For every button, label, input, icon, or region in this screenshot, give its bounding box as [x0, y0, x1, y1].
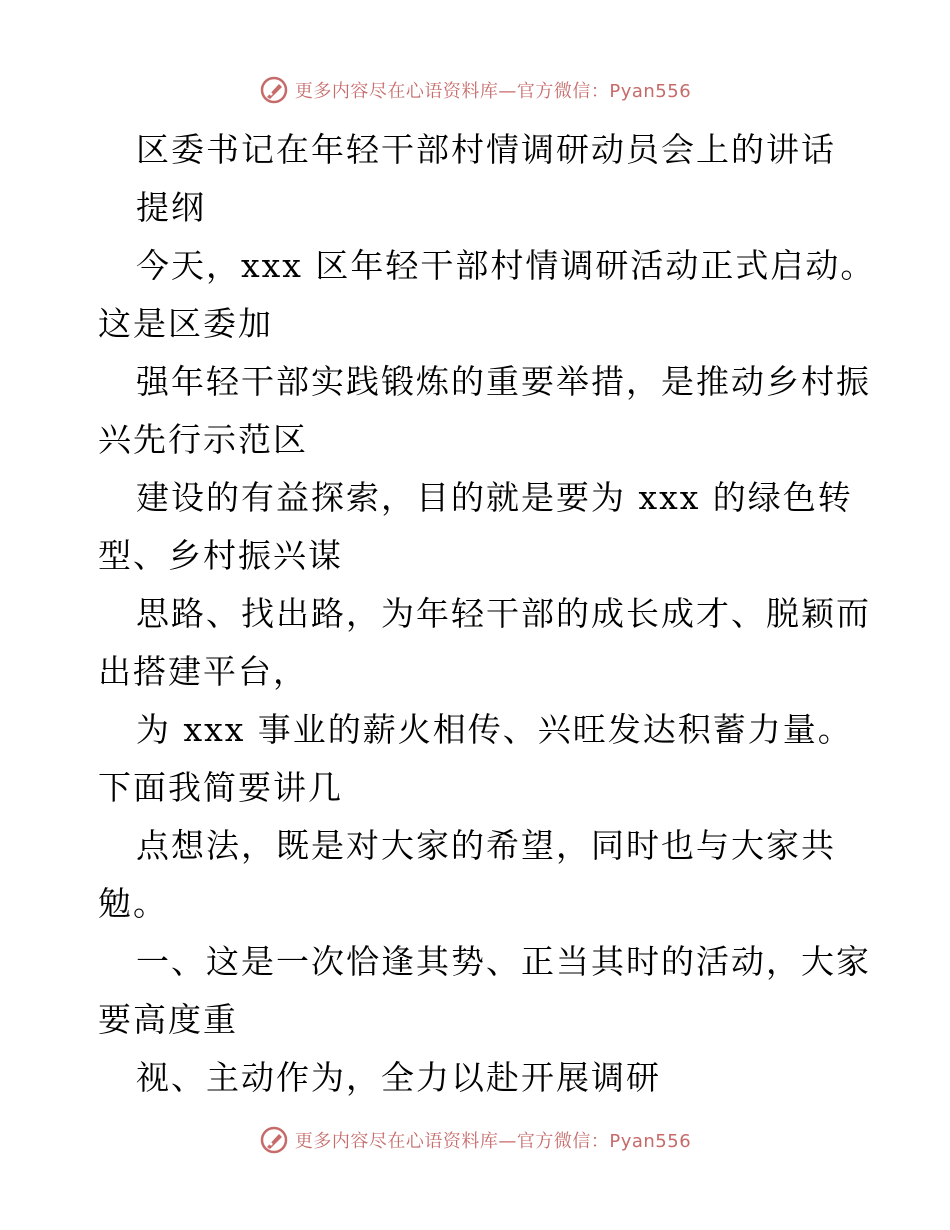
text-line: 视、主动作为，全力以赴开展调研	[136, 1058, 661, 1097]
text-line: 一、这是一次恰逢其势、正当其时的活动，大家	[136, 942, 871, 981]
text-line: 强年轻干部实践锻炼的重要举措，是推动乡村振	[136, 362, 871, 401]
text-line: 建设的有益探索，目的就是要为 xxx 的绿色转	[136, 478, 853, 517]
footer-watermark	[0, 1122, 950, 1158]
text-line: 下面我简要讲几	[98, 768, 343, 807]
text-line: 要高度重	[98, 1000, 238, 1039]
text-line: 今天，xxx 区年轻干部村情调研活动正式启动。	[136, 246, 876, 285]
text-line: 这是区委加	[98, 304, 273, 343]
text-line: 点想法，既是对大家的希望，同时也与大家共	[136, 826, 836, 865]
text-line: 区委书记在年轻干部村情调研动员会上的讲话	[136, 130, 836, 169]
watermark-text: 更多内容尽在心语资料库—官方微信：Pyan556	[294, 1131, 692, 1152]
document-body	[98, 121, 876, 1107]
watermark-text: 更多内容尽在心语资料库—官方微信：Pyan556	[294, 81, 692, 102]
text-line: 提纲	[136, 188, 206, 227]
text-line: 兴先行示范区	[98, 420, 308, 459]
text-line: 勉。	[98, 884, 168, 923]
pen-nib-logo-icon	[259, 1125, 289, 1155]
text-line: 思路、找出路，为年轻干部的成长成才、脱颖而	[136, 594, 871, 633]
header-watermark	[0, 72, 950, 108]
pen-nib-logo-icon	[259, 75, 289, 105]
text-line: 为 xxx 事业的薪火相传、兴旺发达积蓄力量。	[136, 710, 853, 749]
text-line: 出搭建平台，	[98, 652, 308, 691]
text-line: 型、乡村振兴谋	[98, 536, 343, 575]
